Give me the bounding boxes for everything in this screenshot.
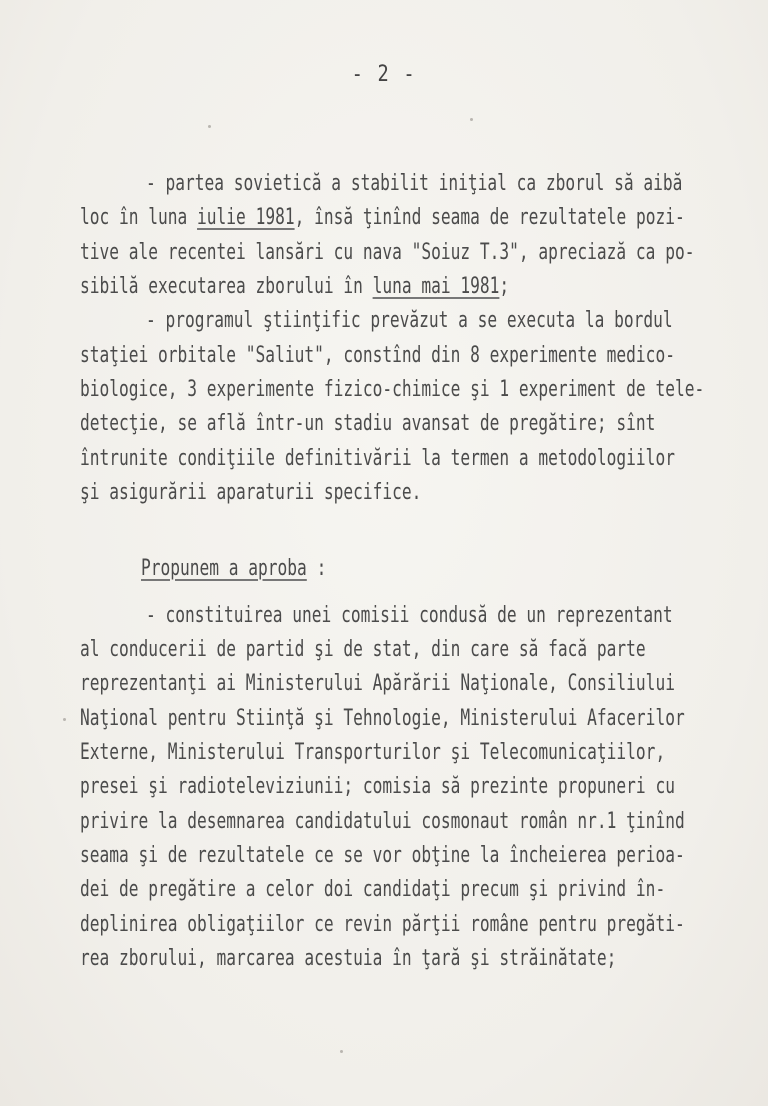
text-line: privire la desemnarea candidatului cosmonaut român nr.1 ţinînd bbox=[80, 808, 685, 834]
text-line: - constituirea unei comisii condusă de un reprezentant bbox=[146, 602, 673, 628]
text-line: seama şi de rezultatele ce se vor obţine la încheierea perioa- bbox=[80, 842, 685, 868]
paper-speck bbox=[63, 718, 66, 721]
text-segment: ; bbox=[499, 273, 510, 299]
page-number: - 2 - bbox=[351, 62, 417, 87]
text-line: detecţie, se află într-un stadiu avansat de pregătire; sînt bbox=[80, 410, 656, 436]
heading-underlined: Propunem a aproba bbox=[141, 555, 307, 581]
text-line bbox=[80, 200, 685, 234]
text-line: biologice, 3 experimente fizico-chimice şi 1 experiment de tele- bbox=[80, 376, 705, 402]
text-line: Externe, Ministerului Transporturilor şi Telecomunicaţiilor, bbox=[80, 739, 666, 765]
text-line: întrunite condiţiile definitivării la termen a metodologiilor bbox=[80, 445, 675, 471]
text-line: Naţional pentru Stiinţă şi Tehnologie, Ministerului Afacerilor bbox=[80, 705, 685, 731]
text-line: tive ale recentei lansări cu nava "Soiuz T.3", apreciază ca po- bbox=[80, 239, 695, 265]
section-heading bbox=[141, 551, 326, 585]
text-line: al conducerii de partid şi de stat, din care să facă parte bbox=[80, 636, 646, 662]
text-segment: , însă ţinînd seama de rezultatele pozi- bbox=[294, 204, 685, 230]
paper-speck bbox=[208, 125, 211, 128]
underlined-date: luna mai 1981 bbox=[372, 273, 500, 299]
text-line: presei şi radioteleviziunii; comisia să prezinte propuneri cu bbox=[80, 773, 675, 799]
text-line: reprezentanţi ai Ministerului Apărării Naţionale, Consiliului bbox=[80, 670, 675, 696]
text-line: - partea sovietică a stabilit iniţial ca zborul să aibă bbox=[146, 170, 683, 196]
text-line: şi asigurării aparaturii specifice. bbox=[80, 479, 422, 505]
text-segment: loc în luna bbox=[80, 204, 198, 230]
underlined-date: iulie 1981 bbox=[197, 204, 295, 230]
heading-suffix: : bbox=[306, 555, 327, 581]
text-line bbox=[80, 269, 509, 303]
text-line: rea zborului, marcarea acestuia în ţară şi străinătate; bbox=[80, 945, 617, 971]
paper-speck bbox=[340, 1050, 343, 1053]
text-line: - programul ştiinţific prevăzut a se executa la bordul bbox=[146, 307, 673, 333]
text-segment: sibilă executarea zborului în bbox=[80, 273, 373, 299]
text-line: staţiei orbitale "Saliut", constînd din 8 experimente medico- bbox=[80, 342, 675, 368]
text-line: dei de pregătire a celor doi candidaţi precum şi privind în- bbox=[80, 876, 666, 902]
paper-speck bbox=[470, 118, 473, 121]
text-line: deplinirea obligaţiilor ce revin părţii române pentru pregăti- bbox=[80, 911, 685, 937]
